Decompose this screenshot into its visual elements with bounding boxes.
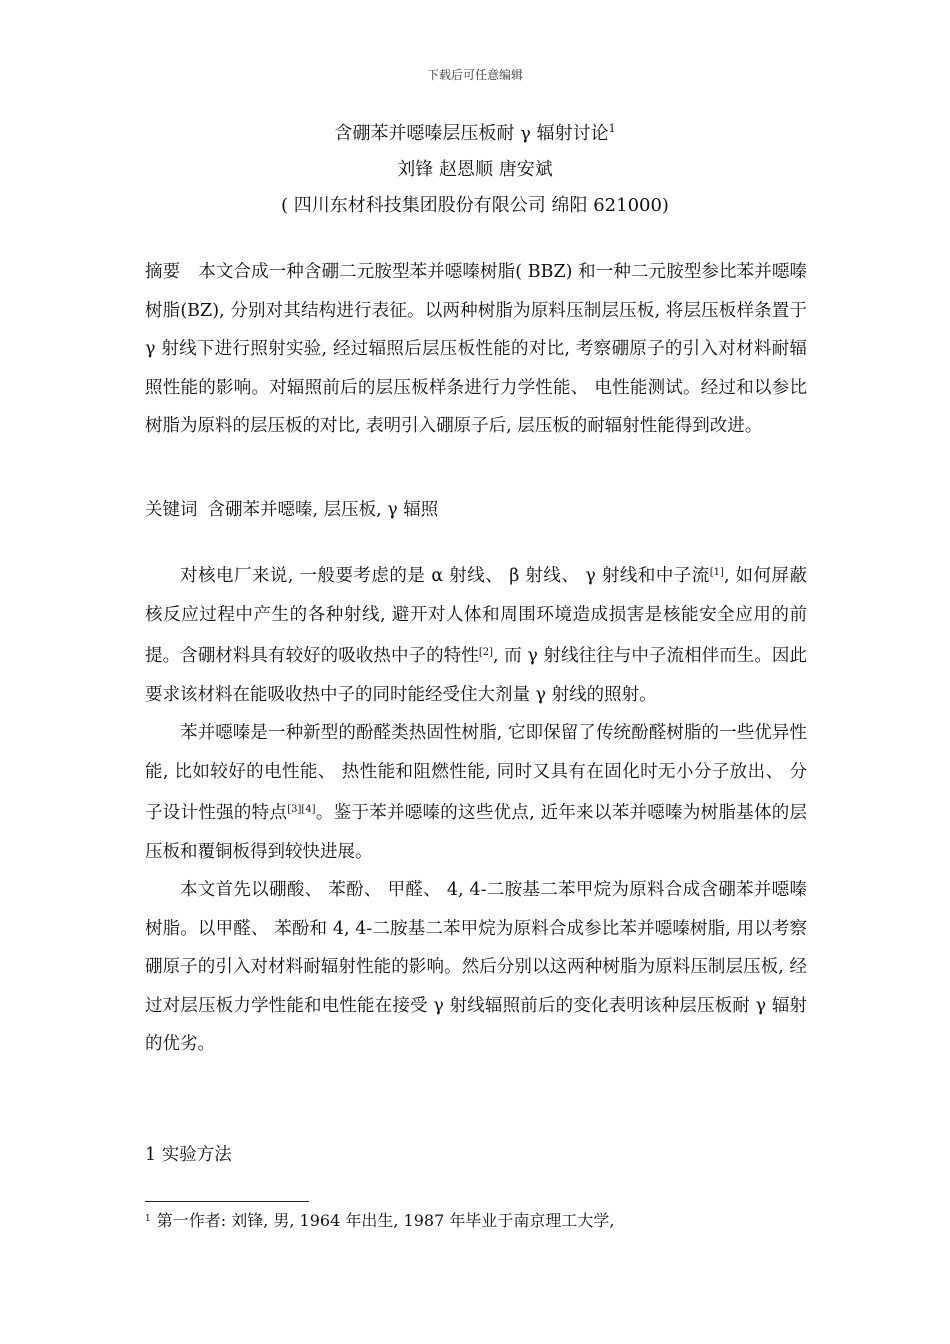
affiliation: ( 四川东材科技集团股份有限公司 绵阳 621000) xyxy=(281,195,669,216)
footnote-mark: 1 xyxy=(145,1214,151,1224)
intro-p1-text-a: 对核电厂来说, 一般要考虑的是 α 射线、 β 射线、 γ 射线和中子流 xyxy=(180,566,710,586)
citation-1: [1] xyxy=(709,567,724,578)
intro-paragraph-1 xyxy=(145,554,807,714)
header-note: 下载后可任意编辑 xyxy=(426,68,523,82)
citation-2: [2] xyxy=(478,647,494,658)
intro-p1-text-b: , 如何屏蔽核反应过程中产生的各种射线, 避开对人体和周围环境造成损害是核能安全应用的前提。含硼材料具有较好的吸收热中子的特性 xyxy=(145,566,807,666)
abstract xyxy=(145,253,807,446)
footnote-divider xyxy=(145,1201,309,1202)
authors: 刘锋 赵恩顺 唐安斌 xyxy=(397,159,553,180)
intro-p1-text-c: , 而 γ 射线往往与中子流相伴而生。因此要求该材料在能吸收热中子的同时能经受住大剂量 γ 射线的照射。 xyxy=(145,646,807,705)
section-heading: 1 实验方法 xyxy=(145,1145,232,1165)
title-block xyxy=(0,114,950,221)
intro-paragraph-3: 本文首先以硼酸、 苯酚、 甲醛、 4, 4-二胺基二苯甲烷为原料合成含硼苯并噁嗪树脂。以甲醛、 苯酚和 4, 4-二胺基二苯甲烷为原料合成参比苯并噁嗪树脂, 用以考察硼原子的引入对材料耐辐射性能的影响。然后分别以这两种树脂为原料压制层压板, 经过对层压板力学性能和电性能在接受 γ 射线辐照前后的变化表明该种层压板耐 γ 辐射的优劣。 xyxy=(145,880,807,1054)
paper-title-text: 含硼苯并噁嗪层压板耐 γ 辐射讨论 xyxy=(334,123,609,144)
intro-p2-text-b: 。鉴于苯并噁嗪的这些优点, 近年来以苯并噁嗪为树脂基体的层压板和覆铜板得到较快进展。 xyxy=(145,803,808,862)
footnote-text: 第一作者: 刘锋, 男, 1964 年出生, 1987 年毕业于南京理工大学, xyxy=(156,1211,615,1230)
intro-p2-text-a: 苯并噁嗪是一种新型的酚醛类热固性树脂, 它即保留了传统酚醛树脂的一些优异性能, 比如较好的电性能、 热性能和阻燃性能, 同时又具有在固化时无小分子放出、 分子设计性强的特点 xyxy=(145,723,807,823)
abstract-label: 摘要 xyxy=(145,262,181,282)
keywords-text: 含硼苯并噁嗪, 层压板, γ 辐照 xyxy=(207,500,439,520)
keywords xyxy=(145,493,438,527)
abstract-text: 本文合成一种含硼二元胺型苯并噁嗪树脂( BBZ) 和一种二元胺型参比苯并噁嗪树脂(BZ), 分别对其结构进行表征。以两种树脂为原料压制层压板, 将层压板样条置于 γ 射线下进行照射实验, 经过辐照后层压板性能的对比, 考察硼原子的引入对材料耐辐照性能的影响。对辐照前后的层压板样条进行力学性能、 电性能测试。经过和以参比树脂为原料的层压板的对比, 表明引入硼原子后, 层压板的耐辐射性能得到改进。 xyxy=(145,262,807,436)
paper-title xyxy=(0,114,950,149)
keywords-label: 关键词 xyxy=(145,500,198,520)
title-footnote-mark: 1 xyxy=(608,122,616,135)
intro-paragraph-2 xyxy=(145,714,807,871)
citation-3-4: [3][4] xyxy=(287,804,316,815)
footnote xyxy=(145,1206,614,1234)
introduction xyxy=(145,554,807,1064)
